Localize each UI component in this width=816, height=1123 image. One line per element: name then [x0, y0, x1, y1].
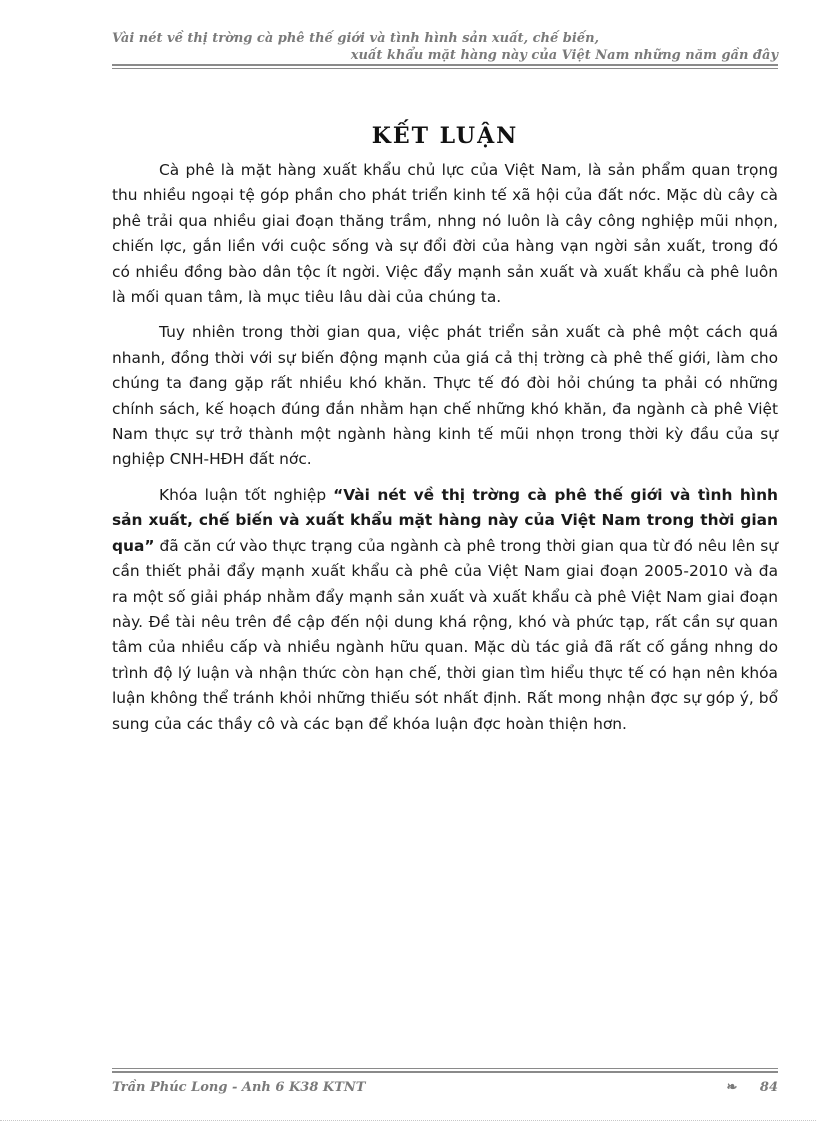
- page-number: 84: [759, 1080, 778, 1095]
- thesis-title: “Vài nét về thị trờng cà phê thế giới và tình hình sản xuất, chế biến và xuất khẩu mặt hàng này của Việt Nam trong thời gian qua”: [112, 485, 778, 555]
- paragraph-3-rest: đã căn cứ vào thực trạng của ngành cà phê trong thời gian qua từ đó nêu lên sự cần thiết phải đẩy mạnh xuất khẩu cà phê của Việt Nam giai đoạn 2005-2010 và đa ra một số giải pháp nhằm đẩy mạnh sản xuất và xuất khẩu cà phê Việt Nam giai đoạn này. Đề tài nêu trên đề cập đến nội dung khá rộng, khó và phức tạp, rất cần sự quan tâm của nhiều cấp và nhiều ngành hữu quan. Mặc dù tác giả đã rất cố gắng nhng do trình độ lý luận và nhận thức còn hạn chế, thời gian tìm hiểu thực tế có hạn nên khóa luận không thể tránh khỏi những thiếu sót nhất định. Rất mong nhận đợc sự góp ý, bổ sung của các thầy cô và các bạn để khóa luận đợc hoàn thiện hơn.: [112, 536, 778, 733]
- header-rule: [112, 64, 778, 69]
- header-line-2: xuất khẩu mặt hàng này của Việt Nam những năm gần đây: [350, 48, 778, 63]
- footer-rule: [112, 1068, 778, 1073]
- paragraph-1: Cà phê là mặt hàng xuất khẩu chủ lực của Việt Nam, là sản phẩm quan trọng thu nhiều ngoại tệ góp phần cho phát triển kinh tế xã hội của đất nớc. Mặc dù cây cà phê trải qua nhiều giai đoạn thăng trầm, nhng nó luôn là cây công nghiệp mũi nhọn, chiến lợc, gắn liền với cuộc sống và sự đổi đời của hàng vạn ngời sản xuất, trong đó có nhiều đồng bào dân tộc ít ngời. Việc đẩy mạnh sản xuất và xuất khẩu cà phê luôn là mối quan tâm, là mục tiêu lâu dài của chúng ta.: [112, 161, 778, 307]
- footer-author: Trần Phúc Long - Anh 6 K38 KTNT: [112, 1080, 366, 1095]
- paragraph-2: Tuy nhiên trong thời gian qua, việc phát triển sản xuất cà phê một cách quá nhanh, đồng thời với sự biến động mạnh của giá cả thị trờng cà phê thế giới, làm cho chúng ta đang gặp rất nhiều khó khăn. Thực tế đó đòi hỏi chúng ta phải có những chính sách, kế hoạch đúng đắn nhằm hạn chế những khó khăn, đa ngành cà phê Việt Nam thực sự trở thành một ngành hàng kinh tế mũi nhọn trong thời kỳ đầu của sự nghiệp CNH-HĐH đất nớc.: [112, 323, 778, 469]
- fleuron-icon: ❧: [726, 1080, 738, 1095]
- paragraph-3: [112, 483, 778, 737]
- header-line-1: Vài nét về thị trờng cà phê thế giới và tình hình sản xuất, chế biến,: [112, 31, 600, 46]
- page-bottom-divider: [0, 1120, 816, 1121]
- paragraph-3-intro: Khóa luận tốt nghiệp: [159, 485, 334, 504]
- footer-right: [726, 1080, 778, 1095]
- section-title: KẾT LUẬN: [371, 123, 519, 149]
- page-header: [112, 30, 778, 64]
- body-text: [112, 158, 778, 747]
- page-footer: [112, 1080, 778, 1100]
